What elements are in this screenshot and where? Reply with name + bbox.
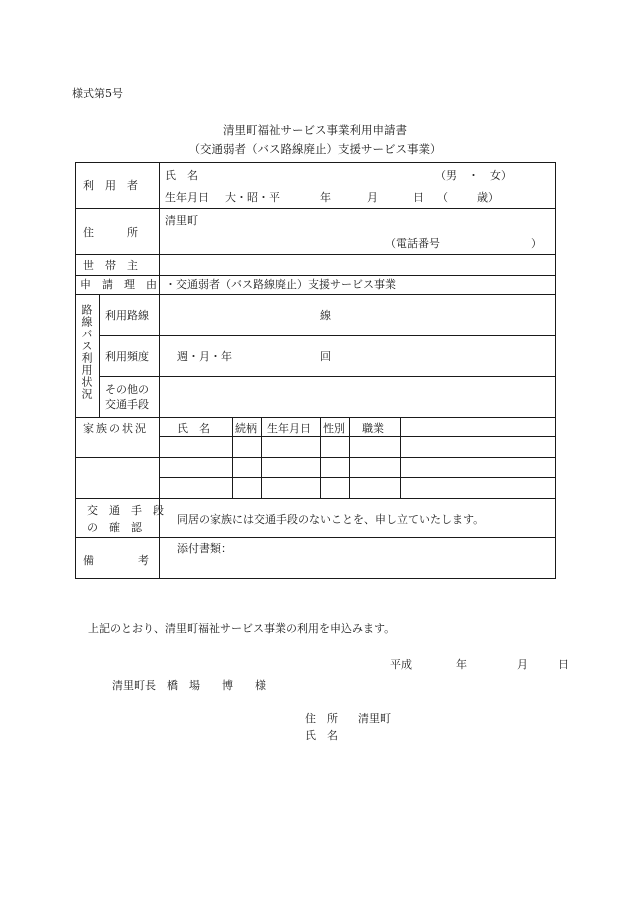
table-line xyxy=(75,162,76,579)
table-line xyxy=(75,417,556,418)
frequency-options: 週・月・年 xyxy=(177,350,232,363)
applicant-address-label: 住 所 xyxy=(305,712,338,725)
label-bus-usage: 路線バス利用状況 xyxy=(80,304,93,400)
date-day-unit: 日 xyxy=(558,658,569,671)
table-line xyxy=(261,417,262,498)
birthdate-label: 生年月日 xyxy=(165,191,209,204)
table-line xyxy=(75,578,556,579)
family-col-name: 氏 名 xyxy=(177,422,210,435)
table-line xyxy=(99,376,556,377)
applicant-address xyxy=(305,713,391,724)
document-subtitle: （交通弱者（バス路線廃止）支援サービス事業） xyxy=(188,142,442,156)
table-line xyxy=(159,436,556,437)
frequency-label: 利用頻度 xyxy=(105,350,149,363)
table-line xyxy=(75,254,556,255)
table-line xyxy=(400,417,401,498)
address-town: 清里町 xyxy=(165,214,198,227)
family-col-occupation: 職業 xyxy=(362,422,384,435)
birth-year-unit: 年 xyxy=(320,191,331,204)
table-line xyxy=(75,457,556,458)
table-line xyxy=(75,208,556,209)
table-line xyxy=(75,294,556,295)
addressee: 清里町長 橋 場 博 様 xyxy=(112,679,266,692)
label-reason: 申 請 理 由 xyxy=(80,278,157,291)
other-transport-label-2: 交通手段 xyxy=(105,398,149,411)
table-line xyxy=(99,335,556,336)
application-date xyxy=(390,659,569,670)
label-confirm-1: 交 通 手 段 xyxy=(87,504,164,517)
application-statement: 上記のとおり、清里町福祉サービス事業の利用を申込みます。 xyxy=(88,622,396,635)
table-line xyxy=(320,417,321,498)
table-line xyxy=(75,162,556,163)
attachments-label: 添付書類： xyxy=(177,542,232,555)
family-col-gender: 性別 xyxy=(323,422,345,435)
birth-month-unit: 月 xyxy=(367,191,378,204)
confirm-text: 同居の家族には交通手段のないことを、申し立ていたします。 xyxy=(177,513,485,526)
label-address: 住 所 xyxy=(83,226,138,239)
family-col-relation: 続柄 xyxy=(235,422,257,435)
document-title: 清里町福祉サービス事業利用申請書 xyxy=(223,123,407,137)
table-line xyxy=(99,294,100,417)
table-line xyxy=(75,275,556,276)
age-unit: 歳） xyxy=(477,191,499,204)
family-col-birthdate: 生年月日 xyxy=(267,422,311,435)
other-transport-label-1: その他の xyxy=(105,383,149,396)
frequency-unit: 回 xyxy=(320,350,331,363)
phone-label: （電話番号 xyxy=(385,237,440,250)
reason-value: ・交通弱者（バス路線廃止）支援サービス事業 xyxy=(165,278,396,291)
table-line xyxy=(75,498,556,499)
applicant-address-value: 清里町 xyxy=(358,712,391,725)
table-line xyxy=(349,417,350,498)
table-line xyxy=(75,537,556,538)
application-form-table xyxy=(75,162,556,578)
table-line xyxy=(232,417,233,498)
table-line xyxy=(555,162,556,579)
table-line xyxy=(159,477,556,478)
label-household-head: 世 帯 主 xyxy=(83,259,138,272)
label-user: 利 用 者 xyxy=(83,179,138,192)
label-family: 家族の状況 xyxy=(83,422,148,435)
label-remarks: 備 考 xyxy=(83,554,149,567)
route-unit: 線 xyxy=(320,309,331,322)
birth-day-unit: 日 xyxy=(413,191,424,204)
phone-close: ） xyxy=(531,237,542,250)
date-month-unit: 月 xyxy=(517,658,528,671)
date-year-unit: 年 xyxy=(456,658,467,671)
age-open: （ xyxy=(437,191,448,204)
route-label: 利用路線 xyxy=(105,309,149,322)
gender-options: （男 ・ 女） xyxy=(435,169,512,182)
applicant-name: 氏 名 xyxy=(305,729,338,742)
name-field-label: 氏 名 xyxy=(165,169,198,182)
label-confirm-2: の 確 認 xyxy=(87,521,142,534)
era-options: 大・昭・平 xyxy=(225,191,280,204)
form-number: 様式第5号 xyxy=(72,87,123,100)
date-era: 平成 xyxy=(390,658,412,671)
